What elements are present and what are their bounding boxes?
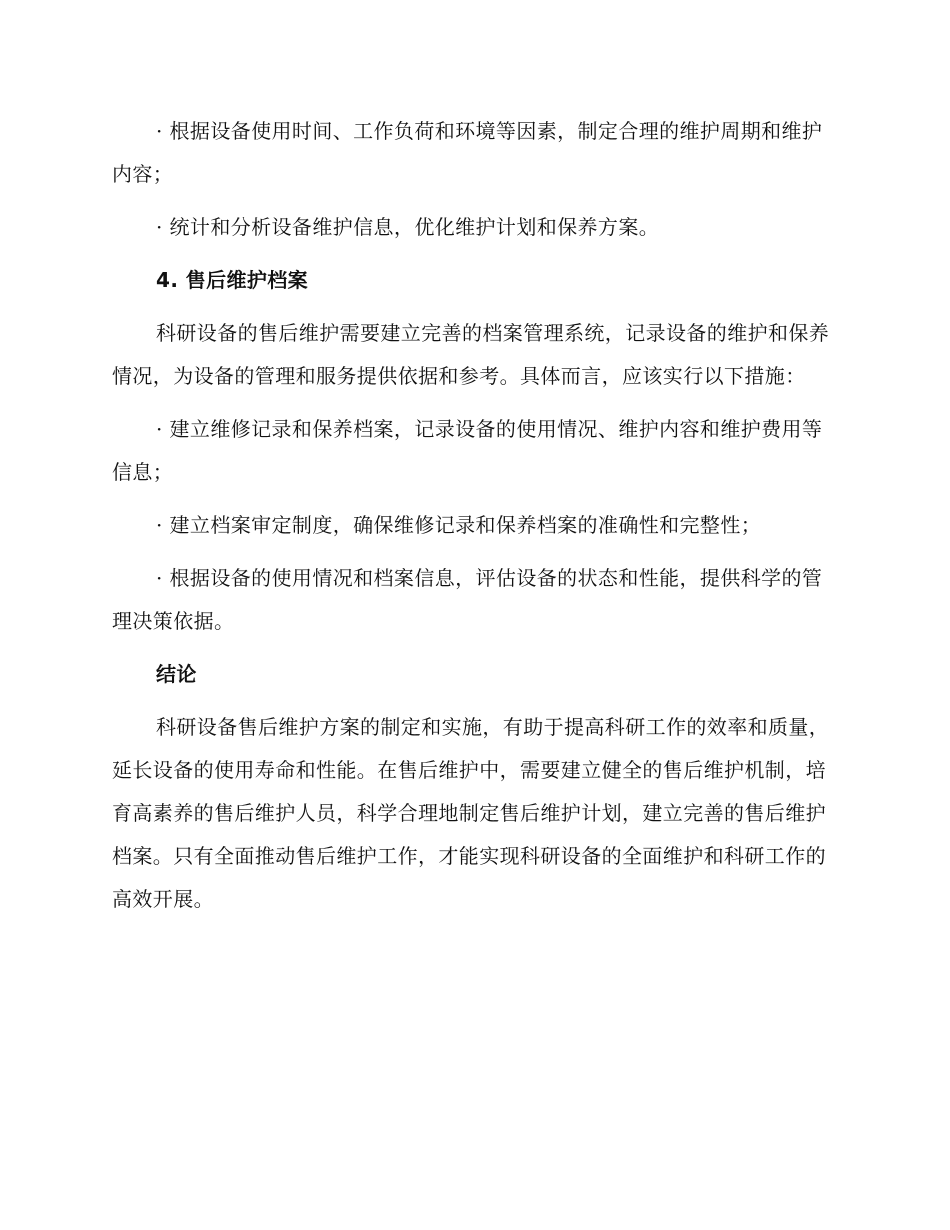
conclusion-paragraph: 科研设备售后维护方案的制定和实施，有助于提高科研工作的效率和质量，延长设备的使用寿命和性能。在售后维护中，需要建立健全的售后维护机制，培育高素养的售后维护人员，科学合理地制定售后维护计划，建立完善的售后维护档案。只有全面推动售后维护工作，才能实现科研设备的全面维护和科研工作的高效开展。 [112,715,830,911]
section-heading-archives: 4. 售后维护档案 [156,268,309,292]
document-page [112,110,832,921]
section-heading-conclusion: 结论 [156,662,197,686]
archives-intro-paragraph: 科研设备的售后维护需要建立完善的档案管理系统，记录设备的维护和保养情况，为设备的管理和服务提供依据和参考。具体而言，应该实行以下措施： [112,321,830,388]
bullet-status-evaluation: · 根据设备的使用情况和档案信息，评估设备的状态和性能，提供科学的管理决策依据。 [112,566,823,633]
bullet-maintenance-analysis: · 统计和分析设备维护信息，优化维护计划和保养方案。 [156,215,660,239]
bullet-archive-review: · 建立档案审定制度，确保维修记录和保养档案的准确性和完整性； [156,513,762,537]
bullet-maintenance-records: · 建立维修记录和保养档案，记录设备的使用情况、维护内容和维护费用等信息； [112,417,823,484]
bullet-maintenance-cycle: · 根据设备使用时间、工作负荷和环境等因素，制定合理的维护周期和维护内容； [112,119,823,186]
